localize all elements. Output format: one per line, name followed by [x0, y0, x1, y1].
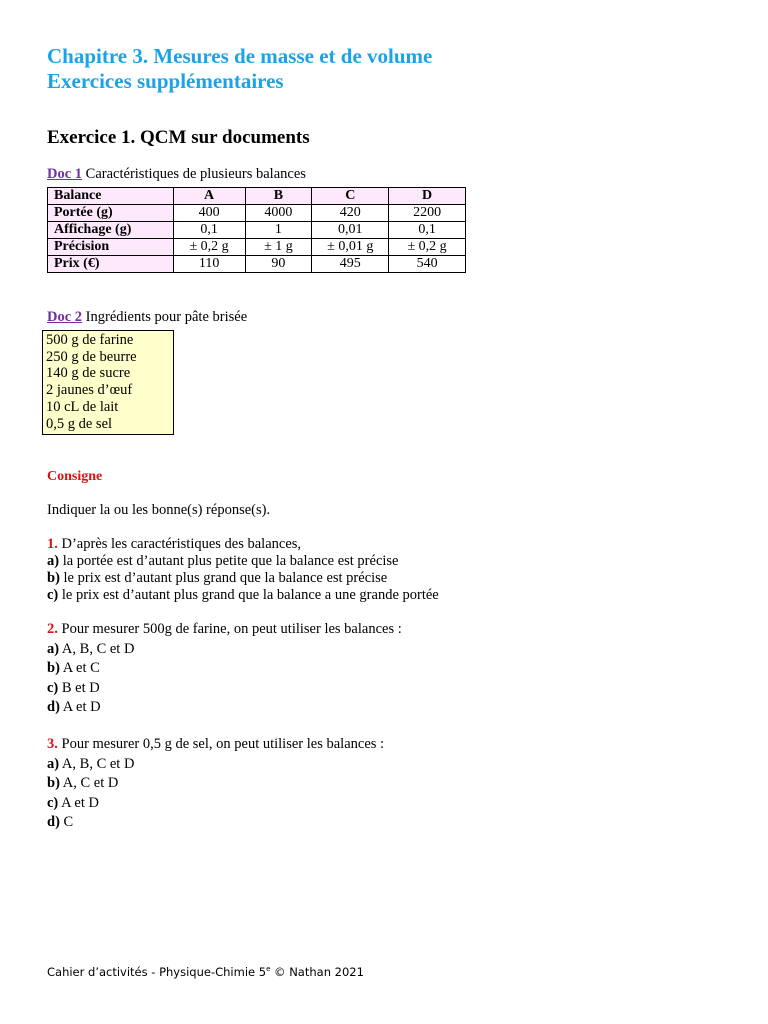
table-cell: 420	[312, 205, 389, 222]
answer-option	[47, 659, 402, 679]
footer-text: Cahier d’activités - Physique-Chimie 5	[47, 965, 267, 979]
doc1-label: Doc 1	[47, 166, 83, 182]
option-text: A et C	[62, 660, 100, 676]
table-cell: 2200	[389, 205, 466, 222]
option-text: A, B, C et D	[61, 755, 135, 772]
table-header-cell: D	[389, 188, 466, 205]
option-text: A, C et D	[62, 775, 119, 791]
option-letter: b)	[47, 775, 60, 791]
option-text: A et D	[62, 699, 101, 715]
footer-superscript: e	[266, 965, 271, 974]
table-cell: ± 0,2 g	[389, 239, 466, 256]
answer-option	[47, 755, 384, 775]
question-number: 2.	[47, 621, 58, 637]
list-item: 500 g de farine	[46, 332, 134, 348]
list-item: 10 cL de lait	[46, 398, 119, 415]
table-cell: 1	[245, 222, 312, 239]
option-letter: b)	[47, 570, 60, 586]
answer-option	[47, 570, 439, 587]
option-letter: b)	[47, 660, 60, 676]
table-cell: 4000	[245, 205, 312, 222]
consigne-title: Consigne	[47, 469, 103, 484]
row-label: Portée (g)	[48, 205, 174, 222]
question-stem	[47, 735, 384, 755]
question-stem	[47, 620, 402, 640]
table-cell: 110	[173, 256, 245, 273]
table-cell: 90	[245, 256, 312, 273]
chapter-subtitle: Exercices supplémentaires	[47, 69, 284, 93]
row-label: Précision	[48, 239, 174, 256]
question-number: 1.	[47, 536, 58, 552]
answer-option	[47, 587, 439, 604]
option-letter: c)	[47, 587, 59, 603]
table-header-cell: A	[173, 188, 245, 205]
question-1	[47, 536, 439, 604]
row-label: Affichage (g)	[48, 222, 174, 239]
footer-copyright: © Nathan 2021	[270, 965, 364, 979]
option-letter: d)	[47, 814, 60, 830]
option-letter: c)	[47, 794, 59, 811]
row-label: Prix (€)	[48, 256, 174, 273]
table-header-cell: Balance	[48, 188, 174, 205]
doc2-heading	[47, 309, 247, 326]
table-cell: ± 1 g	[245, 239, 312, 256]
exercise-title: Exercice 1. QCM sur documents	[47, 127, 310, 148]
option-text: B et D	[61, 679, 100, 696]
question-text: Pour mesurer 0,5 g de sel, on peut utiliser les balances :	[61, 736, 385, 752]
table-cell: 400	[173, 205, 245, 222]
question-2	[47, 620, 402, 718]
option-text: la portée est d’autant plus petite que la balance est précise	[62, 553, 399, 569]
table-row	[48, 256, 466, 273]
answer-option	[47, 813, 384, 833]
table-cell: 540	[389, 256, 466, 273]
table-cell: ± 0,2 g	[173, 239, 245, 256]
question-text: D’après les caractéristiques des balances,	[61, 536, 302, 552]
doc2-label: Doc 2	[47, 309, 83, 325]
answer-option	[47, 698, 402, 718]
list-item: 140 g de sucre	[46, 365, 131, 382]
table-header-cell: C	[312, 188, 389, 205]
answer-option	[47, 640, 402, 660]
option-letter: d)	[47, 699, 60, 715]
table-cell: 495	[312, 256, 389, 273]
table-cell: 0,1	[389, 222, 466, 239]
chapter-title: Chapitre 3. Mesures de masse et de volume	[47, 44, 433, 68]
table-row	[48, 222, 466, 239]
answer-option	[47, 794, 384, 814]
option-text: C	[63, 814, 74, 830]
option-text: A, B, C et D	[61, 640, 135, 657]
doc2-caption: Ingrédients pour pâte brisée	[85, 309, 248, 325]
doc1-caption: Caractéristiques de plusieurs balances	[85, 166, 306, 182]
page-footer	[47, 965, 364, 979]
table-row	[48, 239, 466, 256]
consigne-text: Indiquer la ou les bonne(s) réponse(s).	[47, 502, 271, 518]
table-cell: 0,01	[312, 222, 389, 239]
question-3	[47, 735, 384, 833]
question-text: Pour mesurer 500g de farine, on peut utiliser les balances :	[61, 621, 402, 637]
table-row	[48, 205, 466, 222]
answer-option	[47, 553, 439, 570]
list-item: 250 g de beurre	[46, 348, 137, 365]
list-item: 2 jaunes d’œuf	[46, 382, 133, 399]
option-text: le prix est d’autant plus grand que la balance est précise	[63, 570, 388, 586]
ingredients-box	[42, 330, 174, 435]
option-letter: a)	[47, 755, 60, 772]
question-number: 3.	[47, 736, 58, 752]
table-header-row	[48, 188, 466, 205]
option-text: le prix est d’autant plus grand que la balance a une grande portée	[61, 587, 439, 603]
doc1-heading	[47, 166, 306, 183]
table-header-cell: B	[245, 188, 312, 205]
question-stem	[47, 536, 439, 553]
balances-table	[47, 187, 466, 273]
answer-option	[47, 774, 384, 794]
option-letter: a)	[47, 553, 60, 569]
table-cell: 0,1	[173, 222, 245, 239]
option-letter: c)	[47, 679, 59, 696]
chapter-heading	[47, 44, 432, 94]
option-letter: a)	[47, 640, 60, 657]
answer-option	[47, 679, 402, 699]
table-cell: ± 0,01 g	[312, 239, 389, 256]
option-text: A et D	[61, 794, 99, 811]
list-item: 0,5 g de sel	[46, 415, 113, 432]
